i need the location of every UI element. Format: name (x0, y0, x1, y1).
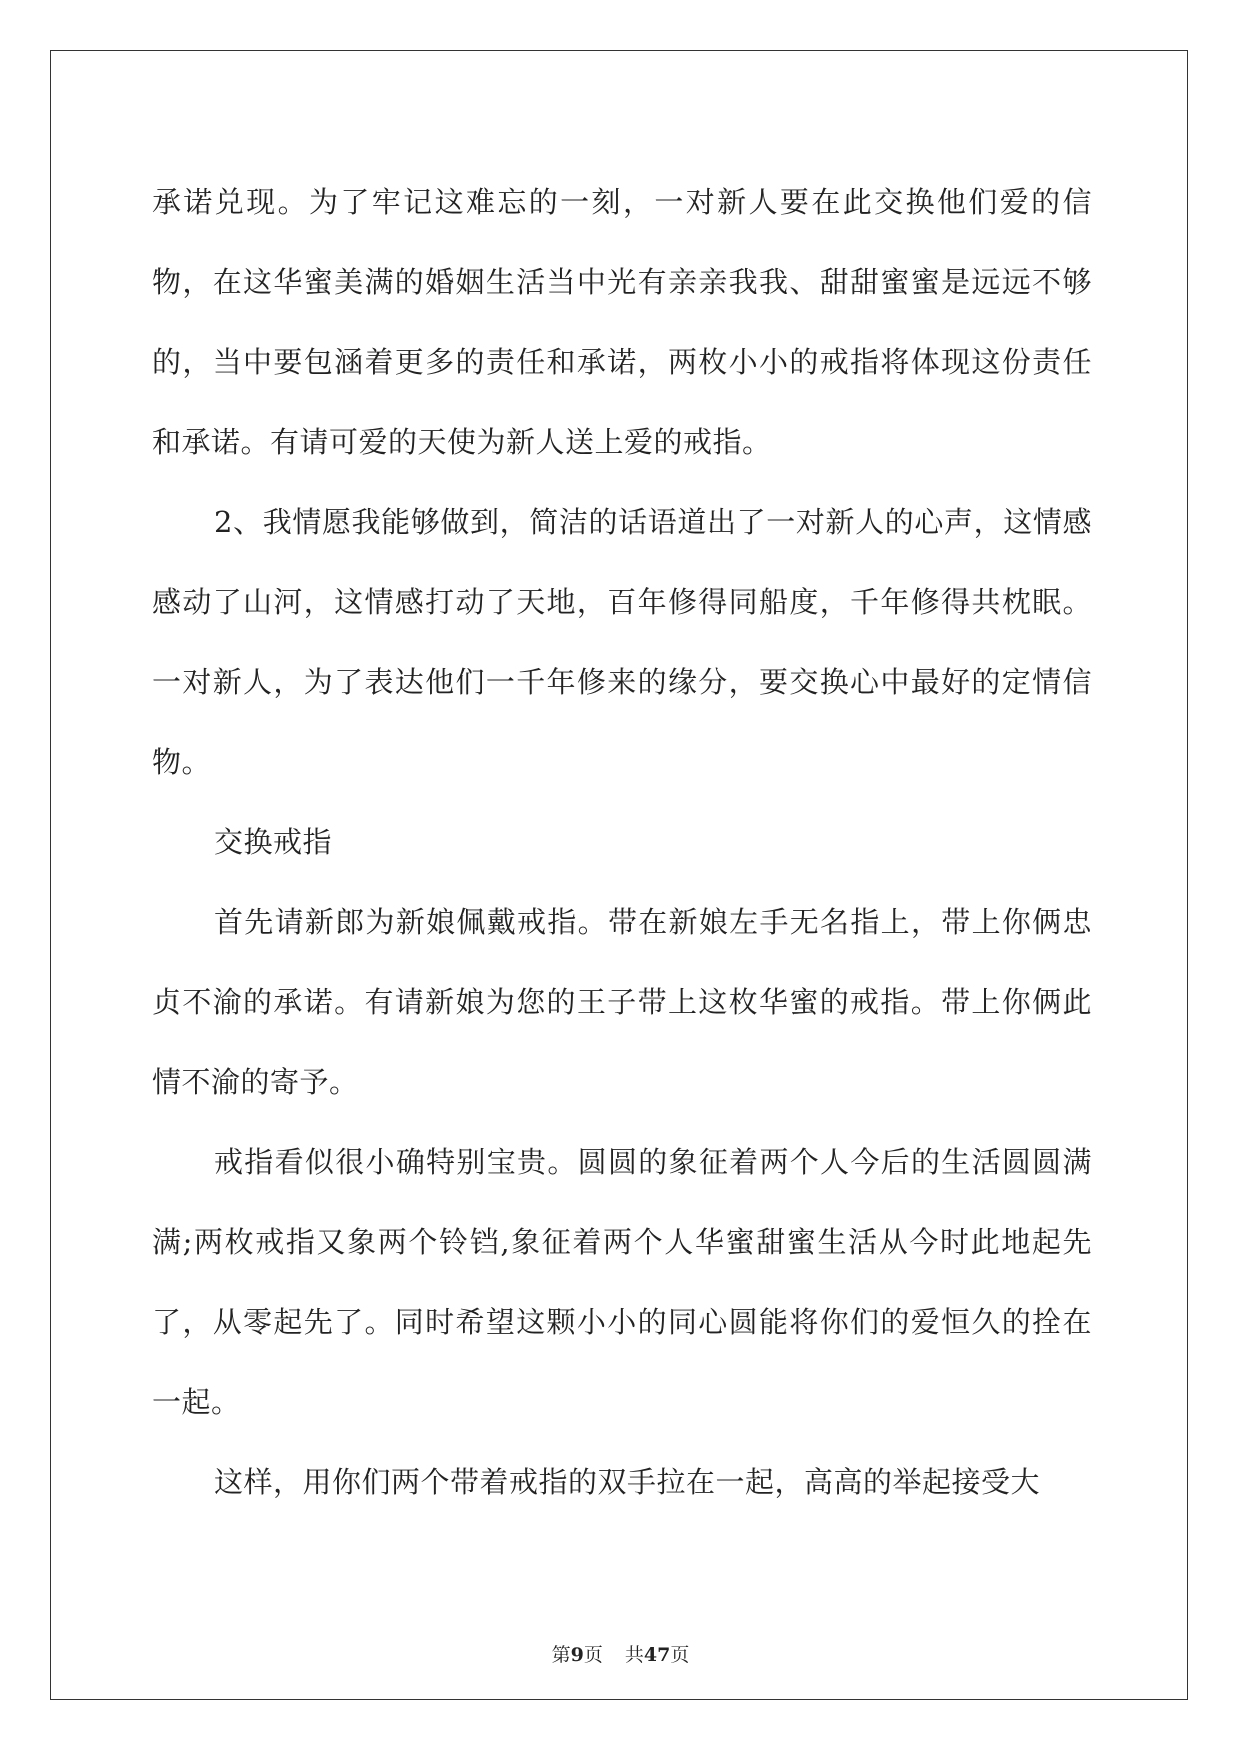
page-footer (0, 1640, 1241, 1667)
document-body (152, 162, 1092, 1522)
paragraph-1: 承诺兑现。为了牢记这难忘的一刻，一对新人要在此交换他们爱的信物，在这华蜜美满的婚姻生活当中光有亲亲我我、甜甜蜜蜜是远远不够的，当中要包涵着更多的责任和承诺，两枚小小的戒指将体现这份责任和承诺。有请可爱的天使为新人送上爱的戒指。 (152, 185, 1092, 459)
section-heading-exchange-rings: 交换戒指 (214, 825, 333, 859)
total-prefix: 共 (624, 1644, 644, 1666)
page-prefix: 第 (551, 1644, 571, 1666)
paragraph-4: 首先请新郎为新娘佩戴戒指。带在新娘左手无名指上，带上你俩忠贞不渝的承诺。有请新娘为您的王子带上这枚华蜜的戒指。带上你俩此情不渝的寄予。 (152, 905, 1092, 1099)
paragraph-2: 2、我情愿我能够做到，简洁的话语道出了一对新人的心声，这情感感动了山河，这情感打动了天地，百年修得同船度，千年修得共枕眠。一对新人，为了表达他们一千年修来的缘分，要交换心中最好的定情信物。 (152, 505, 1092, 779)
total-suffix: 页 (670, 1644, 690, 1666)
page-suffix: 页 (583, 1644, 603, 1666)
paragraph-6: 这样，用你们两个带着戒指的双手拉在一起，高高的举起接受大 (214, 1465, 1041, 1499)
paragraph-5: 戒指看似很小确特别宝贵。圆圆的象征着两个人今后的生活圆圆满满;两枚戒指又象两个铃铛,象征着两个人华蜜甜蜜生活从今时此地起先了，从零起先了。同时希望这颗小小的同心圆能将你们的爱恒久的拴在一起。 (152, 1145, 1092, 1419)
page-number: 9 (570, 1644, 584, 1666)
total-pages: 47 (643, 1644, 671, 1666)
